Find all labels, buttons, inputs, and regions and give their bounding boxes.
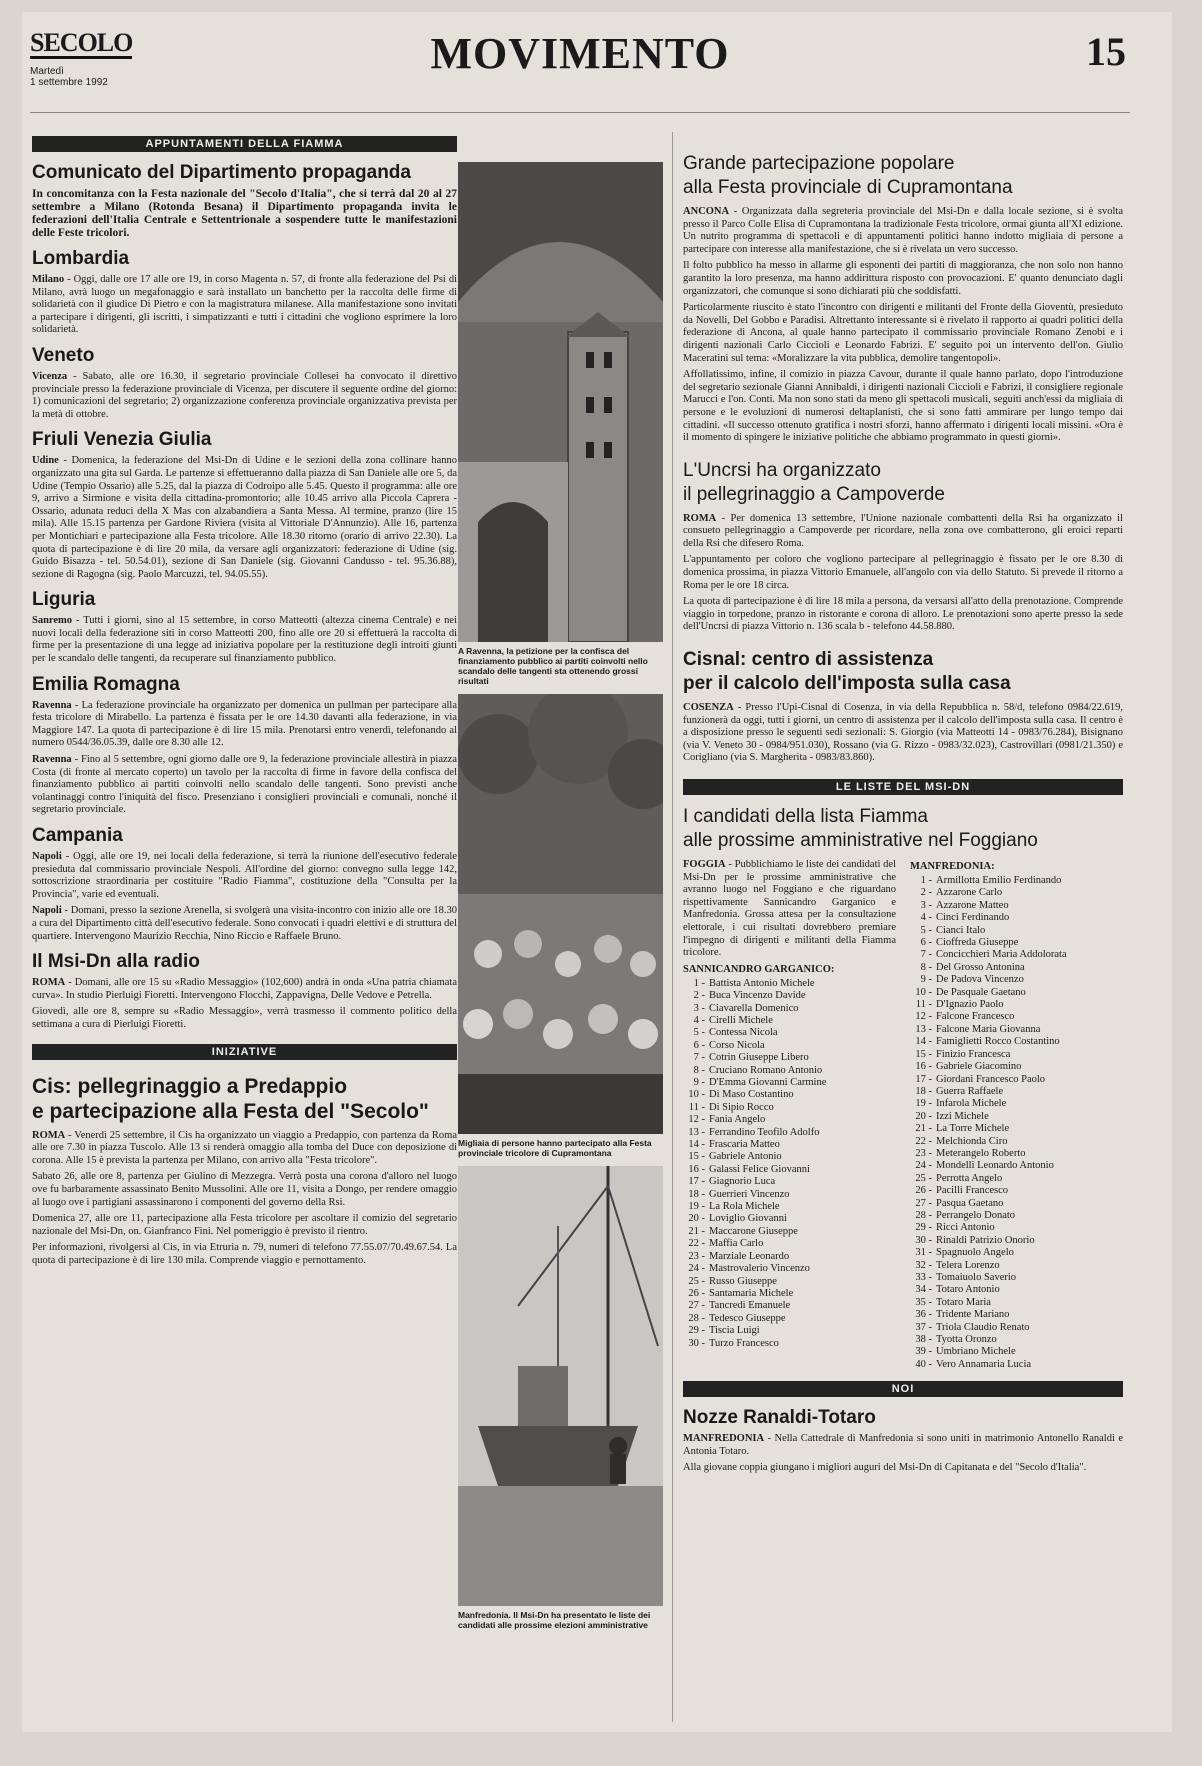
issue-date: Martedì 1 settembre 1992 <box>30 66 108 88</box>
region-notice: Vicenza - Sabato, alle ore 16.30, il segretario provinciale Collesei ha convocato il direttivo provinciale presso la federazione provinciale di Vicenza, per discutere il seguente ordine del giorno: 1) comunicazioni del segretario; 2) organizzazione conferenza provinciale organizzativa prevista per la metà di ottobre. <box>32 370 457 420</box>
candidate-item: 31 - Spagnuolo Angelo <box>915 1247 1014 1259</box>
uncrsi-title-line1: L'Uncrsi ha organizzato <box>683 459 881 481</box>
candidate-item: 2 - Azzarone Carlo <box>920 887 1003 899</box>
candidate-item: 20 - Izzi Michele <box>915 1110 989 1122</box>
uncrsi-paragraph-2: L'appuntamento per coloro che vogliono partecipare al pellegrinaggio è fissato per le ore 8.30 di domenica prossima, in piazza Vittorio Emanuele, all'angolo con via dello Statuto. Si prevede il ritorno a Roma per le ore 18 circa. <box>683 554 1123 591</box>
candidate-item: 23 - Meterangelo Roberto <box>915 1147 1026 1159</box>
region-title: Veneto <box>32 344 95 366</box>
section-bar-iniziative: INIZIATIVE <box>32 1044 457 1060</box>
candidate-item: 22 - Melchionda Ciro <box>915 1135 1008 1147</box>
cis-title-line2: e partecipazione alla Festa del "Secolo" <box>32 1099 429 1123</box>
candidate-item: 25 - Perrotta Angelo <box>915 1172 1003 1184</box>
nozze-paragraph-2: Alla giovane coppia giungano i migliori auguri del Msi-Dn di Capitanata e del "Secolo d'Italia". <box>683 1462 1087 1474</box>
candidate-item: 9 - De Padova Vincenzo <box>920 974 1024 986</box>
cupra-paragraph-2: Il folto pubblico ha messo in allarme gli esponenti dei partiti di maggioranza, che non solo non hanno garantito la loro presenza, ma hanno addirittura risposto con provocazioni. E' quanto denunciato dagli organizzatori, che comunque si sono dichiarati più che soddisfatti. <box>683 260 1123 297</box>
page-number: 15 <box>1086 29 1126 74</box>
candidate-lists <box>683 859 1123 1371</box>
candidate-item: 38 - Tyotta Oronzo <box>915 1334 997 1346</box>
candidate-item: 29 - Ricci Antonio <box>915 1222 995 1234</box>
candidate-item: 25 - Russo Giuseppe <box>688 1275 777 1287</box>
candidate-item: 18 - Guerra Raffaele <box>915 1085 1004 1097</box>
newspaper-page <box>22 12 1172 1732</box>
candidate-item: 35 - Totaro Maria <box>915 1296 991 1308</box>
cis-title-line1: Cis: pellegrinaggio a Predappio <box>32 1074 348 1098</box>
nozze-title: Nozze Ranaldi-Totaro <box>683 1407 876 1429</box>
section-bar-appuntamenti: APPUNTAMENTI DELLA FIAMMA <box>32 136 457 152</box>
regional-notices <box>32 248 457 1032</box>
candidate-item: 30 - Rinaldi Patrizio Onorio <box>915 1234 1035 1246</box>
manfredonia-label: MANFREDONIA: <box>910 861 995 872</box>
candidate-item: 9 - D'Emma Giovanni Carmine <box>693 1077 827 1088</box>
candidate-item: 12 - Falcone Francesco <box>915 1011 1015 1023</box>
candidate-item: 19 - La Rola Michele <box>688 1201 780 1213</box>
cis-paragraph-2: Sabato 26, alle ore 8, partenza per Giulino di Mezzegra. Verrà posta una corona d'alloro nel luogo ove fu barbaramente assassinato Benito Mussolini. Alle ore 11, visita a Dongo, per rendere omaggio al luogo ove i partigiani assassinarono i componenti del governo della Rsi. <box>32 1171 457 1208</box>
newspaper-logo: SECOLO <box>30 28 133 57</box>
candidate-item: 11 - D'Ignazio Paolo <box>915 999 1004 1011</box>
crowd-illustration <box>458 694 663 1134</box>
candidate-item: 7 - Cotrin Giuseppe Libero <box>693 1052 809 1064</box>
candidate-item: 16 - Galassi Felice Giovanni <box>688 1163 810 1175</box>
candidate-item: 4 - Cirelli Michele <box>693 1014 773 1026</box>
photo-cupramontana-crowd <box>458 694 663 1134</box>
candidate-item: 3 - Ciavarella Domenico <box>693 1002 799 1014</box>
candidate-item: 20 - Loviglio Giovanni <box>688 1213 787 1225</box>
region-notice: Napoli - Oggi, alle ore 19, nei locali della federazione, si terrà la riunione dell'esecutivo federale presieduta dal commissario provinciale Nespoli. All'ordine del giorno: convegno sulla legge 142, sottoscrizione straordinaria per costituire "Radio Fiamma", costituzione della "Consulta per la Provincia", varie ed eventuali. <box>32 851 457 900</box>
candidate-item: 29 - Tiscia Luigi <box>688 1325 760 1337</box>
candidate-item: 12 - Fania Angelo <box>688 1114 766 1126</box>
candidate-item: 13 - Ferrandino Teofilo Adolfo <box>688 1126 820 1138</box>
bell-tower-illustration <box>458 162 663 642</box>
uncrsi-paragraph-3: La quota di partecipazione è di lire 18 mila a persona, da versarsi all'atto della prenotazione. Comprende viaggio in torpedone, pranzo in ristorante e corona di alloro. Le prenotazioni sono aperte presso la sede dell'Uncrsi di piazza Vittorio n. 136 scala b - telefono 44.58.880. <box>683 596 1123 633</box>
candidati-intro: FOGGIA - Pubblichiamo le liste dei candidati del Msi-Dn per le prossime amministrative che avranno luogo nel Foggiano e che riguardano rispettivamente Sannicandro Garganico e Manfredonia. Grossa attesa per la consultazione elettorale, i cui risultati dovrebbero premiare l'impegno di dirigenti e militanti della Fiamma tricolore. <box>683 859 896 959</box>
photo-column <box>458 162 668 1732</box>
candidate-item: 34 - Totaro Antonio <box>915 1284 1000 1296</box>
region-notice: Sanremo - Tutti i giorni, sino al 15 settembre, in corso Matteotti (altezza cinema Centrale) e nei nuovi locali della federazione siti in corso Matteotti 200, fino alle ore 20 si effettuerà la raccolta di firme per la presentazione di una legge ad iniziativa popolare per la restituzione degli introiti giunti per le scandalo delle tangenti, da recuperare sul finanziamento pubblico. <box>32 615 457 665</box>
masthead-rule <box>30 112 1130 113</box>
cisnal-paragraph: COSENZA - Presso l'Upi-Cisnal di Cosenza, in via della Repubblica n. 58/d, telefono 0984/22.619, funzionerà da oggi, tutti i giorni, un centro di assistenza per il calcolo dell'imposta sulla casa. Il centro è a disposizione presso le seguenti sedi sezionali: S. Giorgio (via Matteotti 14 - 0983/76.284), Bisignano (via V. Veneto 30 - 0984/951.030), Rossano (via G. Rizzo - 0983/32.023), Castrovillari (0981/21.350) e Corigliano (via S. Margherita - 0983/83.860). <box>683 702 1123 764</box>
caption-manfredonia: Manfredonia. Il Msi-Dn ha presentato le liste dei candidati alle prossime elezioni amministrative <box>458 1610 651 1630</box>
candidate-item: 4 - Cinci Ferdinando <box>920 912 1010 924</box>
candidate-item: 6 - Cioffreda Giuseppe <box>920 937 1019 949</box>
region-notice: Udine - Domenica, la federazione del Msi-Dn di Udine e le sezioni della zona collinare hanno organizzato una gita sul Garda. Le partenze si effettueranno dalla piazza di San Daniele alle ore 5, da Udine (Tempio Ossario) alle 5.25, dal la piazza di Codroipo alle 5.45. Questo il programma: alle ore 9, arrivo a Sirmione e visita della cittadina-promontorio; alle 10.45 arrivo alla Piccola Caprera - Ossario, adunata reduci della X Mas con alzabandiera a Santa Messa. Al termine, pranzo (lire 15 mila). Alle 15.15 partenza per Gardone Riviera (visita al Vittoriale D'Annunzio). Alle 16, partenza per Montichiari e partecipazione alla Festa tricolore. Alle 18.30 ritorno (orario di arrivo 22.30). La quota di partecipazione è di lire 20 mila, da versare agli organizzatori: federazione di Udine (sig. Guido Bisazza - tel. 50.54.01), sezione di San Daniele (sig. Giovanni Candusso - tel. 95.36.88), sezione di Ragogna (sig. Paolo Marcuzzi, tel. 94.05.55). <box>32 455 457 580</box>
candidati-title-line2: alle prossime amministrative nel Foggiano <box>683 830 1038 851</box>
candidate-item: 3 - Azzarone Matteo <box>920 899 1009 911</box>
list-column-manfredonia <box>910 859 1123 1371</box>
manfredonia-candidates <box>910 875 1123 1371</box>
candidate-item: 32 - Telera Lorenzo <box>915 1259 1000 1271</box>
region-notice: ROMA - Domani, alle ore 15 su «Radio Messaggio» (102,600) andrà in onda «Una patria chiamata curva». In studio Pierluigi Fioretti. Intervengono Flocchi, Zappavigna, Delle Vedove e Petrella. <box>32 977 457 1001</box>
candidate-item: 1 - Armillotta Emilio Ferdinando <box>920 875 1062 886</box>
candidate-item: 8 - Cruciano Romano Antonio <box>693 1064 823 1076</box>
sannicandro-label: SANNICANDRO GARGANICO: <box>683 963 835 975</box>
cis-paragraph-3: Domenica 27, alle ore 11, partecipazione alla Festa tricolore per ascoltare il comizio del segretario nazionale del Msi-Dn, on. Gianfranco Fini. Nel pomeriggio è previsto il rientro. <box>32 1213 457 1237</box>
right-column <box>672 132 1123 1722</box>
candidate-item: 8 - Del Grosso Antonina <box>920 961 1025 973</box>
candidate-item: 5 - Contessa Nicola <box>693 1027 778 1039</box>
candidate-item: 6 - Corso Nicola <box>693 1039 765 1051</box>
comunicato-title: Comunicato del Dipartimento propaganda <box>32 162 411 183</box>
candidate-item: 26 - Pacilli Francesco <box>915 1185 1009 1197</box>
cisnal-title-line2: per il calcolo dell'imposta sulla casa <box>683 673 1011 695</box>
candidate-item: 26 - Santamaria Michele <box>688 1287 794 1299</box>
uncrsi-paragraph-1: ROMA - Per domenica 13 settembre, l'Unione nazionale combattenti della Rsi ha organizzato il consueto pellegrinaggio a Campoverde per ricordare, nella zona ove combatterono, gli eroici reparti della Rsi che difesero Roma. <box>683 512 1123 549</box>
region-title: Friuli Venezia Giulia <box>32 429 212 451</box>
candidate-item: 10 - Di Maso Costantino <box>688 1089 794 1101</box>
candidate-item: 28 - Perrangelo Donato <box>915 1209 1016 1221</box>
candidate-item: 36 - Tridente Mariano <box>915 1309 1010 1321</box>
candidate-item: 16 - Gabriele Giacomino <box>915 1061 1022 1073</box>
candidate-item: 1 - Battista Antonio Michele <box>693 977 815 989</box>
sannicandro-candidates <box>683 978 896 1350</box>
candidate-item: 15 - Gabriele Antonio <box>688 1151 782 1163</box>
candidate-item: 39 - Umbriano Michele <box>915 1346 1016 1358</box>
candidate-item: 2 - Buca Vincenzo Davide <box>693 990 806 1002</box>
section-bar-liste: LE LISTE DEL MSI-DN <box>683 779 1123 795</box>
candidate-item: 19 - Infarola Michele <box>915 1098 1007 1110</box>
candidate-item: 17 - Giordani Francesco Paolo <box>915 1073 1046 1085</box>
cupra-title-line2: alla Festa provinciale di Cupramontana <box>683 177 1013 198</box>
candidate-item: 22 - Maffia Carlo <box>688 1238 764 1250</box>
uncrsi-title-line2: il pellegrinaggio a Campoverde <box>683 483 945 505</box>
cupra-paragraph-4: Affollatissimo, infine, il comizio in piazza Cavour, durante il quale hanno parlato, dopo l'introduzione del segretario sezionale Gianni Annibaldi, i dirigenti nazionali Ciccioli e Fabrizi, il consigliere regionale Marucci e l'on. Conti. Ma non sono stati da meno gli spettacoli musicali, seguiti anch'essi da migliaia di persone e le evoluzioni di numerosi deltaplanisti, che si sono fatti ammirare per lungo tempo dai cittadini. «Il successo ottenuto gratifica i nostri sforzi, hanno affermato i dirigenti locali missini. «Ora è il momento di spingere le iniziative politiche che abbiamo programmato in questi giorni». <box>683 369 1123 444</box>
candidate-item: 5 - Cianci Italo <box>920 924 986 936</box>
cis-paragraph-1: ROMA - Venerdì 25 settembre, il Cis ha organizzato un viaggio a Predappio, con partenza da Roma alle ore 7.30 in piazza Tuscolo. Alle 13 si renderà omaggio alla tomba del Duce con deposizione di corona. Alle 15 è prevista la partenza per Milano, con arrivo alla "Festa tricolore". <box>32 1129 457 1166</box>
region-notice: Ravenna - Fino al 5 settembre, ogni giorno dalle ore 9, la federazione provinciale allestirà in piazza Costa (di fronte al mercato coperto) un tavolo per la raccolta di firme in favore della confisca del finanziamento pubblico ai partiti coinvolti nello scandalo delle tangenti. Sono previsti anche volantinaggi contro l'iniquità del fisco. Presenziano i consiglieri provinciali e comunali, nonché il segretario provinciale. <box>32 754 457 816</box>
candidate-item: 15 - Finizio Francesca <box>915 1048 1011 1060</box>
section-bar-noi: NOI <box>683 1381 1123 1397</box>
photo-manfredonia-port <box>458 1166 663 1606</box>
comunicato-body: In concomitanza con la Festa nazionale del "Secolo d'Italia", che si terrà dal 20 al 27 settembre a Milano (Rotonda Besana) il Dipartimento propaganda invita le federazioni dell'Italia Centrale e Settentrionale a sospendere tutte le manifestazioni delle Feste tricolori. <box>32 188 457 239</box>
candidati-title-line1: I candidati della lista Fiamma <box>683 806 928 827</box>
region-notice: Giovedì, alle ore 8, sempre su «Radio Messaggio», verrà trasmesso il commento politico della settimana a cura di Pierluigi Fioretti. <box>32 1006 457 1030</box>
region-title: Liguria <box>32 589 96 611</box>
cisnal-title-line1: Cisnal: centro di assistenza <box>683 649 934 671</box>
region-title: Il Msi-Dn alla radio <box>32 951 200 973</box>
section-title: MOVIMENTO <box>430 29 730 78</box>
candidate-item: 27 - Pasqua Gaetano <box>915 1197 1004 1209</box>
region-title: Campania <box>32 825 123 846</box>
photo-ravenna-basilica <box>458 162 663 642</box>
region-title: Emilia Romagna <box>32 673 180 695</box>
candidate-item: 37 - Triola Claudio Renato <box>915 1321 1030 1333</box>
candidate-item: 33 - Tomaiuolo Saverio <box>915 1272 1017 1283</box>
candidate-item: 40 - Vero Annamaria Lucia <box>915 1358 1032 1370</box>
candidate-item: 11 - Di Sipio Rocco <box>688 1101 774 1113</box>
caption-cupramontana: Migliaia di persone hanno partecipato alla Festa provinciale tricolore di Cupramontana <box>458 1138 652 1158</box>
left-column <box>32 132 457 1712</box>
candidate-item: 23 - Marziale Leonardo <box>688 1250 790 1262</box>
cupra-paragraph-3: Particolarmente riuscito è stato l'incontro con dirigenti e militanti del Fronte della Gioventù, presieduto da Novelli, Del Gobbo e Paradisi. Altrettanto interessante si è rivelato il rapporto ai quadri politici della federazione di Ancona, al quale hanno partecipato il commissario provinciale Romano Zenobi e i dirigenti nazionali Carlo Ciccioli e Leonardo Fabrizi. E' seguito poi un intervento dell'on. Giulio Maceratini sul tema: «Moralizzare la vita pubblica, demolire tangentopoli». <box>683 302 1123 364</box>
caption-ravenna: A Ravenna, la petizione per la confisca del finanziamento pubblico ai partiti coinvolti nello scandalo delle tangenti sta ottenendo grossi risultati <box>458 646 648 686</box>
cis-paragraph-4: Per informazioni, rivolgersi al Cis, in via Etruria n. 79, numeri di telefono 77.55.07/70.49.67.54. La quota di partecipazione è di lire 130 mila. Comprende viaggio e pernottamento. <box>32 1242 457 1266</box>
harbor-illustration <box>458 1166 663 1606</box>
candidate-item: 21 - La Torre Michele <box>915 1123 1010 1135</box>
masthead <box>30 22 1130 102</box>
candidate-item: 24 - Mondelli Leonardo Antonio <box>915 1160 1054 1172</box>
region-title: Lombardia <box>32 248 130 269</box>
candidate-item: 14 - Frascaria Matteo <box>688 1139 780 1151</box>
candidate-item: 18 - Guerrieri Vincenzo <box>688 1188 790 1200</box>
candidate-item: 24 - Mastrovalerio Vincenzo <box>688 1263 810 1275</box>
candidate-item: 17 - Giagnorio Luca <box>688 1176 776 1188</box>
candidate-item: 27 - Tancredi Emanuele <box>688 1300 791 1312</box>
list-column-sannicandro <box>683 859 896 1371</box>
region-notice: Napoli - Domani, presso la sezione Arenella, si svolgerà una visita-incontro con inizio alle ore 18.30 a cura del Dipartimento città dell'esecutivo federale. Sono convocati i quadri elettivi e di struttura del quartiere. Intervengono Maurizio Recchia, Nino Riccio e Raffaele Bruno. <box>32 905 457 942</box>
candidate-item: 7 - Concicchieri Maria Addolorata <box>920 949 1067 961</box>
nozze-paragraph-1: MANFREDONIA - Nella Cattedrale di Manfredonia si sono uniti in matrimonio Antonello Ranaldi e Antonia Totaro. <box>683 1433 1123 1457</box>
cupra-title-line1: Grande partecipazione popolare <box>683 153 955 174</box>
candidate-item: 14 - Famiglietti Rocco Costantino <box>915 1036 1060 1048</box>
candidate-item: 21 - Maccarone Giuseppe <box>688 1225 798 1237</box>
cupra-paragraph-1: ANCONA - Organizzata dalla segreteria provinciale del Msi-Dn e dalla locale sezione, si è svolta presso il Parco Colle Elisa di Cupramontana la tradizionale Festa tricolore, ormai giunta all'XI edizione. Un nutrito programma di spettacoli e di appuntamenti politici hanno indotto migliaia di persone a partecipare con interesse alla manifestazione, che si è rivelata un vero successo. <box>683 206 1123 255</box>
region-notice: Ravenna - La federazione provinciale ha organizzato per domenica un pullman per partecipare alla festa tricolore di Mirabello. La partenza è fissata per le ore 14.30 davanti alla federazione, in via Maggiore 147. La quota di partecipazione è di lire 15 mila. Prenotarsi entro venerdì, telefonando al numero 0544/36.05.39, dalle ore 8.30 alle 12. <box>32 699 457 749</box>
candidate-item: 30 - Turzo Francesco <box>688 1337 779 1349</box>
candidate-item: 13 - Falcone Maria Giovanna <box>915 1023 1041 1035</box>
candidate-item: 28 - Tedesco Giuseppe <box>688 1312 786 1324</box>
region-notice: Milano - Oggi, dalle ore 17 alle ore 19, in corso Magenta n. 57, di fronte alla federazione del Psi di Milano, avrà luogo un megafonaggio e sarà installato un banchetto per la raccolta delle firme di solidarietà con il giudice Di Pietro e con la magistratura milanese. Alla manifestazione sono invitati a partecipare i dirigenti, gli iscritti, i simpatizzanti e tutti i cittadini che vogliono esprimere la loro solidarietà. <box>32 274 457 336</box>
candidate-item: 10 - De Pasquale Gaetano <box>915 986 1026 998</box>
